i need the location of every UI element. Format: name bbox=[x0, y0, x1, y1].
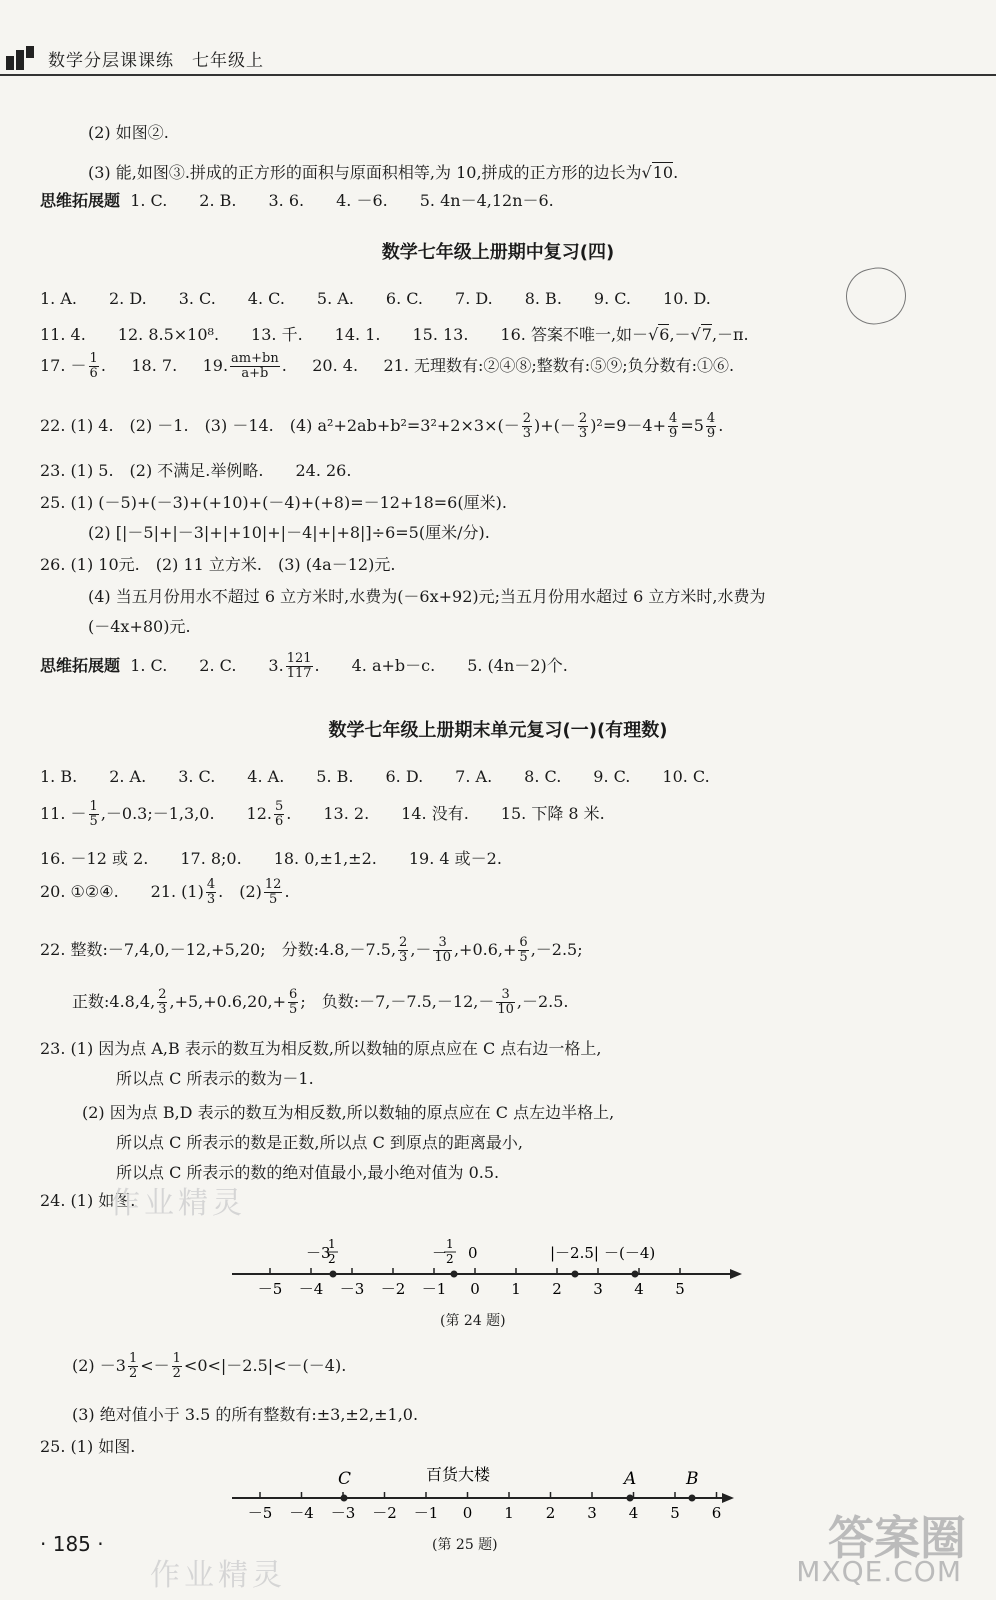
page-number: · 185 · bbox=[40, 1532, 104, 1556]
label-frac-den: 2 bbox=[328, 1252, 336, 1266]
figure-caption: (第 24 题) bbox=[440, 1313, 506, 1329]
book-title: 数学分层课课练 七年级上 bbox=[48, 51, 264, 71]
answer-line: (2) 因为点 B,D 表示的数互为相反数,所以数轴的原点应在 C 点左边半格上, bbox=[82, 1103, 615, 1122]
label-b: B bbox=[686, 1469, 699, 1489]
axis-tick-label: －3 bbox=[330, 1504, 356, 1522]
answer-line: 25. (1) (－5)+(－3)+(+10)+(－4)+(+8)=－12+18=6(厘米). bbox=[40, 493, 507, 512]
answer-line: 11. 4. 12. 8.5×10⁸. 13. 千. 14. 1. 15. 13. 16. 答案不唯一,如－√6,－√7,－π. bbox=[40, 325, 749, 344]
axis-arrow-icon bbox=[722, 1493, 734, 1503]
axis-tick-label: －2 bbox=[372, 1504, 397, 1522]
answer-line: 1. A. 2. D. 3. C. 4. C. 5. A. 6. C. 7. D. 8. B. 9. C. 10. D. bbox=[40, 289, 711, 308]
answer-line: 11. － $\frac{1}{5}$ ,－0.3;－1,3,0. 12. $\frac{5}{6}$ . 13. 2. 14. 没有. 15. 下降 8 米. bbox=[40, 799, 605, 829]
answer-line: 26. (1) 10元. (2) 11 立方米. (3) (4a－12)元. bbox=[40, 555, 396, 574]
axis-tick-label: 0 bbox=[462, 1504, 473, 1522]
answer-line: (3) 绝对值小于 3.5 的所有整数有:±3,±2,±1,0. bbox=[72, 1405, 419, 1424]
axis-tick-label: －1 bbox=[421, 1280, 447, 1298]
label-abs-neg-2-5: |－2.5| bbox=[550, 1244, 599, 1262]
axis-tick-label: －5 bbox=[257, 1280, 283, 1298]
axis-tick-label: 5 bbox=[670, 1504, 680, 1522]
section-label: 思维拓展题 bbox=[40, 656, 121, 675]
label-frac-num: 1 bbox=[446, 1237, 454, 1251]
figure-caption: (第 25 题) bbox=[432, 1537, 498, 1553]
answer-line: 17. － $\frac{1}{6}$ . 18. 7. 19. $\frac{am+bn}{a+b}$ . 20. 4. 21. 无理数有:②④⑧;整数有:⑤⑨;负分数有:①⑥. bbox=[40, 351, 735, 381]
point-marker bbox=[330, 1271, 337, 1278]
axis-tick-label: 3 bbox=[587, 1504, 597, 1522]
axis-tick-label: 5 bbox=[675, 1280, 685, 1298]
number-line-24 bbox=[220, 1228, 760, 1318]
answer-line: 1. B. 2. A. 3. C. 4. A. 5. B. 6. D. 7. A. 8. C. 9. C. 10. C. bbox=[40, 767, 710, 786]
answer-line: 25. (1) 如图. bbox=[40, 1437, 136, 1456]
point-marker-b bbox=[689, 1495, 696, 1502]
answer-line: 23. (1) 因为点 A,B 表示的数互为相反数,所以数轴的原点应在 C 点右边一格上, bbox=[40, 1039, 602, 1058]
answer-line: 思维拓展题 1. C. 2. B. 3. 6. 4. －6. 5. 4n－4,12n－6. bbox=[40, 191, 554, 210]
answer-line: (2) 如图②. bbox=[88, 123, 169, 142]
point-marker-c bbox=[341, 1495, 348, 1502]
axis-tick-label: －2 bbox=[380, 1280, 406, 1298]
answer-line: 正数:4.8,4, $\frac{2}{3}$ ,+5,+0.6,20,+ $\frac{6}{5}$ ; 负数:－7,－7.5,－12,－ $\frac{3}{10}$ ,－2.5. bbox=[72, 987, 569, 1017]
stamp-mark bbox=[841, 262, 911, 329]
answer-line: 所以点 C 所表示的数的绝对值最小,最小绝对值为 0.5. bbox=[116, 1163, 500, 1182]
point-marker bbox=[572, 1271, 579, 1278]
axis-tick-label: 0 bbox=[470, 1280, 480, 1298]
answer-circle-logo-icon: 答案圈 bbox=[828, 1511, 966, 1565]
label-frac-den: 2 bbox=[446, 1252, 454, 1266]
answer-line: 23. (1) 5. (2) 不满足.举例略. 24. 26. bbox=[40, 461, 352, 480]
section-heading: 数学七年级上册期末单元复习(一)(有理数) bbox=[328, 720, 668, 741]
point-marker-a bbox=[627, 1495, 634, 1502]
answer-line: 22. (1) 4. (2) －1. (3) －14. (4) a²+2ab+b²=3²+2×3×(－ $\frac{2}{3}$ )+(－ $\frac{2}{3}$ )²=9－4+ $\frac{4}{9}$ =5 $\frac{4}{9}$ . bbox=[40, 411, 724, 441]
label-department-store: 百货大楼 bbox=[426, 1465, 491, 1484]
axis-tick-label: 1 bbox=[504, 1504, 514, 1522]
axis-tick-label: 4 bbox=[628, 1504, 639, 1522]
section-label: 思维拓展题 bbox=[40, 191, 121, 210]
label-neg-3-half: －3 bbox=[306, 1244, 331, 1262]
axis-tick-label: －4 bbox=[289, 1504, 314, 1522]
axis-tick-label: －5 bbox=[247, 1504, 273, 1522]
answer-line: 22. 整数:－7,4,0,－12,+5,20; 分数:4.8,－7.5, $\frac{2}{3}$ ,－ $\frac{3}{10}$ ,+0.6,+ $\frac{6}{5}$ ,－2.5; bbox=[40, 935, 583, 965]
axis-tick-label: －3 bbox=[339, 1280, 365, 1298]
answer-line: 所以点 C 所表示的数为－1. bbox=[116, 1069, 314, 1088]
section-heading: 数学七年级上册期中复习(四) bbox=[381, 242, 615, 263]
axis-tick-label: 3 bbox=[593, 1280, 603, 1298]
point-marker bbox=[451, 1271, 458, 1278]
axis-tick-label: 4 bbox=[634, 1280, 644, 1298]
answer-line: 20. ①②④. 21. (1) $\frac{4}{3}$ . (2) $\frac{12}{5}$ . bbox=[40, 877, 290, 907]
axis-tick-label: －4 bbox=[298, 1280, 324, 1298]
label-c: C bbox=[338, 1469, 352, 1489]
axis-tick-label: －1 bbox=[413, 1504, 439, 1522]
answer-line: (2) －3 $\frac{1}{2}$ <－ $\frac{1}{2}$ <0<|－2.5|<－(－4). bbox=[72, 1351, 347, 1381]
axis-arrow-icon bbox=[730, 1269, 742, 1279]
site-watermark bbox=[776, 1500, 986, 1600]
page-header bbox=[0, 40, 996, 72]
answer-line: 思维拓展题 1. C. 2. C. 3. $\frac{121}{117}$ . 4. a+b－c. 5. (4n－2)个. bbox=[40, 651, 568, 681]
label-neg-half: － bbox=[432, 1244, 448, 1262]
label-frac-num: 1 bbox=[328, 1237, 336, 1251]
number-line-25 bbox=[220, 1460, 750, 1526]
watermark-text: 作业精灵 bbox=[110, 1186, 246, 1221]
axis-tick-label: 1 bbox=[511, 1280, 521, 1298]
answer-line: 16. －12 或 2. 17. 8;0. 18. 0,±1,±2. 19. 4 或－2. bbox=[40, 849, 502, 868]
watermark-text: 作业精灵 bbox=[150, 1558, 286, 1593]
book-logo-icon bbox=[6, 46, 36, 70]
header-divider bbox=[0, 74, 996, 76]
answer-line: (2) [|－5|+|－3|+|+10|+|－4|+|+8|]÷6=5(厘米/分). bbox=[88, 523, 490, 542]
label-zero: 0 bbox=[468, 1244, 478, 1262]
label-a: A bbox=[624, 1469, 637, 1489]
axis-tick-label: 2 bbox=[552, 1280, 562, 1298]
axis-tick-label: 2 bbox=[545, 1504, 556, 1522]
site-url: MXQE.COM bbox=[796, 1555, 962, 1588]
axis-tick-label: 6 bbox=[711, 1504, 722, 1522]
answer-line: (4) 当五月份用水不超过 6 立方米时,水费为(－6x+92)元;当五月份用水超过 6 立方米时,水费为 bbox=[88, 587, 766, 606]
label-neg-neg-4: －(－4) bbox=[604, 1244, 656, 1262]
answer-line: 所以点 C 所表示的数是正数,所以点 C 到原点的距离最小, bbox=[116, 1133, 524, 1152]
point-marker bbox=[632, 1271, 639, 1278]
answer-line: 24. (1) 如图. bbox=[40, 1191, 136, 1210]
answer-line: (3) 能,如图③.拼成的正方形的面积与原面积相等,为 10,拼成的正方形的边长为√10. bbox=[88, 163, 679, 182]
answer-line: (－4x+80)元. bbox=[88, 617, 191, 636]
